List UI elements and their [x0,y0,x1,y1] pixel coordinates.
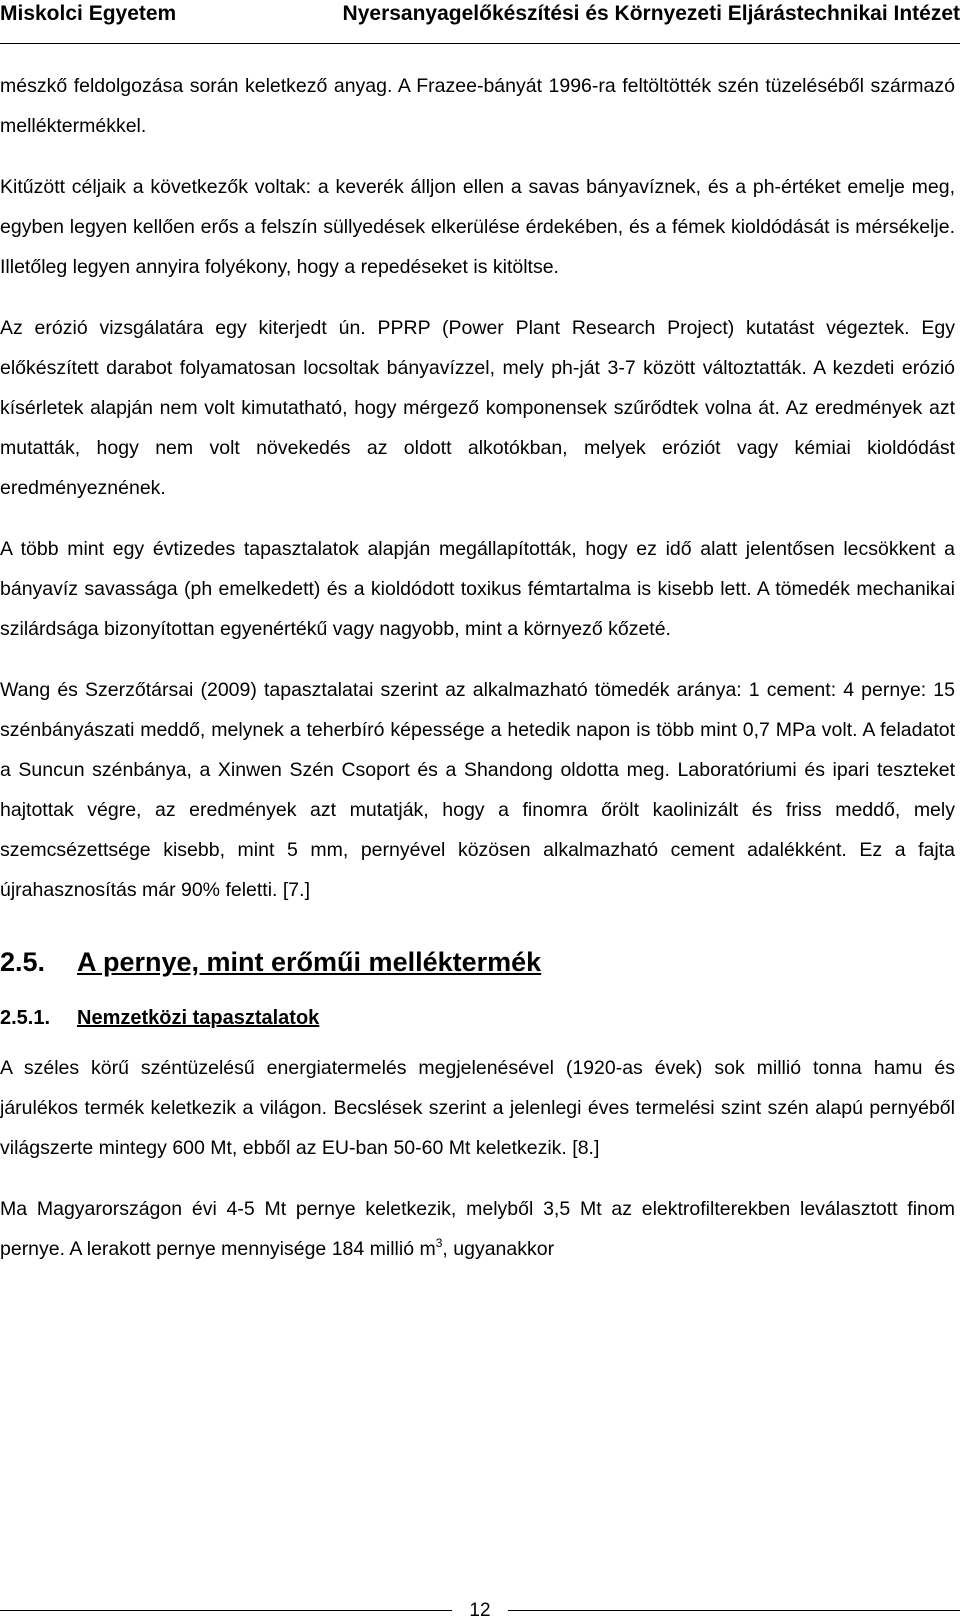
document-body [0,66,955,1290]
paragraph-3: Az erózió vizsgálatára egy kiterjedt ún. PPRP (Power Plant Research Project) kutatást végeztek. Egy előkészített darabot folyamatosan locsoltak bányavízzel, mely ph-ját 3-7 között változtatták. A kezdeti erózió kísérletek alapján nem volt kimutatható, hogy mérgező komponensek szűrődtek volna át. Az eredmények azt mutatták, hogy nem volt növekedés az oldott alkotókban, melyek eróziót vagy kémiai kioldódást eredményeznének. [0,317,955,499]
section-title: A pernye, mint erőműi melléktermék [77,947,542,977]
footer-rule-left [0,1610,452,1611]
paragraph-2: Kitűzött céljaik a következők voltak: a keverék álljon ellen a savas bányavíznek, és a ph-értéket emelje meg, egyben legyen kellően erős a felszín süllyedések elkerülése érdekében, és a fémek kioldódását is mérsékelje. Illetőleg legyen annyira folyékony, hogy a repedéseket is kitöltse. [0,176,955,278]
header-university: Miskolci Egyetem [0,2,177,25]
page-header [0,0,960,44]
subsection-number: 2.5.1. [0,1007,51,1029]
footer-rule-right [508,1610,960,1611]
section-heading [0,942,955,982]
page-footer [0,1598,960,1624]
cubic-superscript: 3 [435,1236,443,1250]
page-number: 12 [469,1600,491,1621]
paragraph-1: mészkő feldolgozása során keletkező anyag. A Frazee-bányát 1996-ra feltöltötték szén tüzeléséből származó melléktermékkel. [0,75,955,137]
paragraph-7 [0,1189,955,1269]
subsection-title: Nemzetközi tapasztalatok [77,1007,320,1029]
paragraph-7-end: , ugyanakkor [442,1238,555,1260]
paragraph-7-text: Ma Magyarországon évi 4-5 Mt pernye keletkezik, melyből 3,5 Mt az elektrofilterekben leválasztott finom pernye. A lerakott pernye mennyisége 184 millió m [0,1198,955,1260]
section-number: 2.5. [0,947,46,977]
header-institute: Nyersanyagelőkészítési és Környezeti Eljárástechnikai Intézet [342,2,960,25]
paragraph-4: A több mint egy évtizedes tapasztalatok alapján megállapították, hogy ez idő alatt jelentősen lecsökkent a bányavíz savassága (ph emelkedett) és a kioldódott toxikus fémtartalma is kisebb lett. A tömedék mechanikai szilárdsága bizonyítottan egyenértékű vagy nagyobb, mint a környező kőzeté. [0,538,955,640]
paragraph-6: A széles körű széntüzelésű energiatermelés megjelenésével (1920-as évek) sok millió tonna hamu és járulékos termék keletkezik a világon. Becslések szerint a jelenlegi éves termelési szint szén alapú pernyéből világszerte mintegy 600 Mt, ebből az EU-ban 50-60 Mt keletkezik. [8.] [0,1057,955,1159]
subsection-heading [0,998,955,1038]
paragraph-5: Wang és Szerzőtársai (2009) tapasztalatai szerint az alkalmazható tömedék aránya: 1 cement: 4 pernye: 15 szénbányászati meddő, melynek a teherbíró képessége a hetedik napon is több mint 0,7 MPa volt. A feladatot a Suncun szénbánya, a Xinwen Szén Csoport és a Shandong oldotta meg. Laboratóriumi és ipari teszteket hajtottak végre, az eredmények azt mutatják, hogy a finomra őrölt kaolinizált és friss meddő, mely szemcsézettsége kisebb, mint 5 mm, pernyével közösen alkalmazható cement adalékként. Ez a fajta újrahasznosítás már 90% feletti. [7.] [0,679,955,901]
